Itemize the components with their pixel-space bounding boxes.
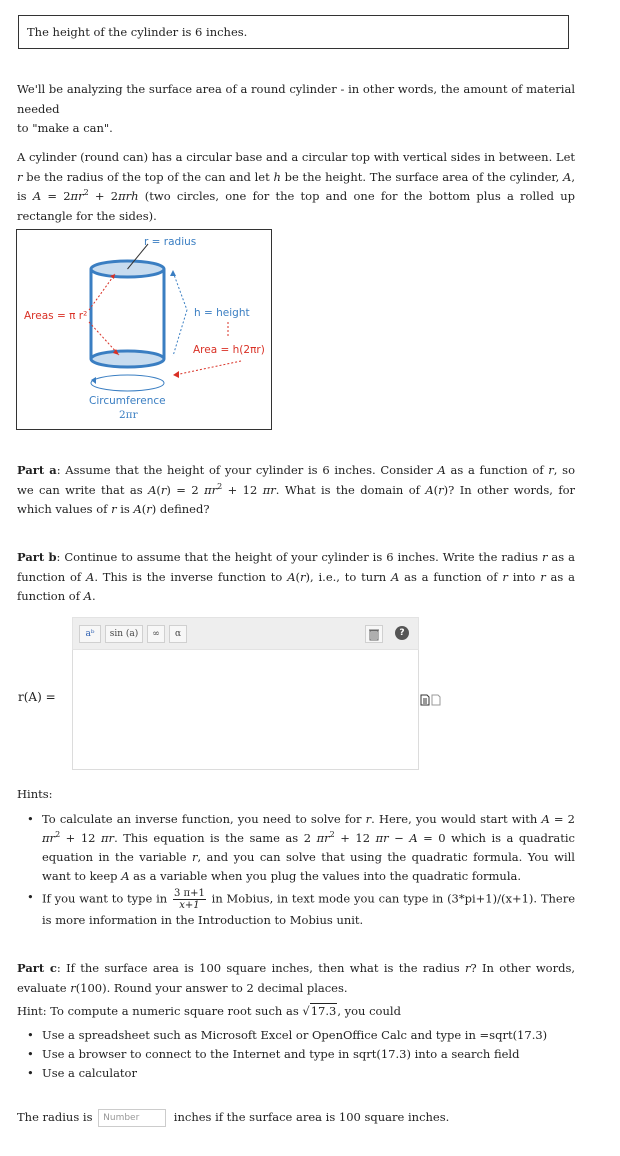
circumference-label: Circumference bbox=[89, 395, 166, 407]
trash-icon[interactable] bbox=[365, 625, 383, 643]
hints-title: Hints: bbox=[17, 787, 53, 801]
intro-paragraph bbox=[17, 80, 575, 139]
preview-icons bbox=[420, 694, 442, 709]
radius-answer-input[interactable]: Number bbox=[98, 1109, 166, 1127]
sqrt-hint: Hint: To compute a numeric square root such as √17.3, you could bbox=[17, 1004, 401, 1018]
method-item: • Use a calculator bbox=[27, 1066, 137, 1080]
function-button[interactable]: sin (a) bbox=[105, 625, 143, 643]
method-item: • Use a browser to connect to the Internet and type in sqrt(17.3) into a search field bbox=[27, 1047, 520, 1061]
method-item: • Use a spreadsheet such as Microsoft Excel or OpenOffice Calc and type in =sqrt(17.3) bbox=[27, 1028, 548, 1042]
part-c-label: Part c bbox=[17, 961, 57, 975]
surface-area-formula: A bbox=[32, 189, 42, 203]
intro-line-1: We'll be analyzing the surface area of a round cylinder - in other words, the amount of material needed bbox=[17, 82, 575, 116]
help-icon[interactable]: ? bbox=[395, 626, 409, 640]
greek-button[interactable]: α bbox=[169, 625, 187, 643]
sqrt-methods-list bbox=[27, 1026, 575, 1083]
radius-label: r = radius bbox=[144, 236, 197, 248]
hints-list bbox=[27, 810, 575, 930]
height-line-bottom bbox=[173, 310, 187, 356]
height-info-box bbox=[18, 15, 569, 49]
part-c-question: Part c: If the surface area is 100 square inches, then what is the radius r? In other words, evaluate r(100). Round your answer to 2 decimal places. bbox=[17, 961, 576, 995]
height-label: h = height bbox=[194, 307, 250, 319]
hint-item-mobius: • If you want to type in $\frac{3 \pi+1}{x+1}$ in Mobius, in text mode you can type in (3*pi+1)/(x+1). There is more information in the Introduction to Mobius unit. bbox=[27, 888, 576, 927]
part-b-label: Part b bbox=[17, 550, 57, 564]
rect-area-label: Area = h(2πr) bbox=[193, 344, 265, 356]
editor-toolbar bbox=[72, 617, 419, 650]
hint-item-inverse: • To calculate an inverse function, you need to solve for r. Here, you would start with A = 2 $\pi r^2 + 12$ πr. This equation is the same as 2 $\pi r^2 + 12$ πr − A = 0 which is a quadratic equation in the variable r, and you can solve that using the quadratic formula. You will want to keep A as a variable when you plug the values into the quadratic formula. bbox=[27, 812, 575, 883]
cylinder-bottom-disc bbox=[91, 351, 164, 367]
rect-area-arrow bbox=[175, 361, 241, 375]
fraction-example: $\frac{3 \pi+1}{x+1}$ bbox=[174, 888, 205, 911]
areas-label: Areas = π r² bbox=[24, 310, 88, 322]
height-arrow-head bbox=[170, 270, 176, 276]
math-input-area[interactable] bbox=[72, 650, 419, 770]
math-editor[interactable] bbox=[72, 617, 419, 770]
height-info-text: The height of the cylinder is 6 inches. bbox=[27, 25, 248, 39]
intro-line-2: to "make a can". bbox=[17, 121, 113, 135]
circumference-arrow-head bbox=[91, 377, 96, 384]
r-of-a-label: r(A) = bbox=[18, 690, 56, 704]
part-a-question: Part a: Assume that the height of your cylinder is 6 inches. Consider A as a function of r, so we can write that as A(r) = 2 $\pi r^2 + 12$ πr. What is the domain of A(r)? In other words, for which values of r is A(r) defined? bbox=[17, 463, 575, 516]
height-line-top bbox=[173, 272, 187, 310]
cylinder-side bbox=[91, 269, 164, 359]
part-a-label: Part a bbox=[17, 463, 57, 477]
cylinder-description: A cylinder (round can) has a circular base and a circular top with vertical sides in between. Let r be the radius of the top of the can and let h be the height. The surface area of the cylinder, A, is $A = 2\pi r^2 + 2\pi rh$ (two circles, one for the top and one for the bottom plus a rolled up rectangle for the sides). bbox=[17, 150, 576, 223]
power-button[interactable]: aᵇ bbox=[79, 625, 101, 643]
circumference-value: 2πr bbox=[119, 409, 138, 421]
preview-doc-icon[interactable] bbox=[421, 695, 429, 705]
cylinder-diagram bbox=[16, 229, 272, 430]
part-b-question: Part b: Continue to assume that the height of your cylinder is 6 inches. Write the radius r as a function of A. This is the inverse function to A(r), i.e., to turn A as a function of r into r as a function of A. bbox=[17, 550, 575, 603]
infinity-button[interactable]: ∞ bbox=[147, 625, 165, 643]
circumference-ellipse bbox=[91, 375, 164, 391]
rect-area-arrow-head bbox=[173, 371, 179, 378]
text-doc-icon[interactable] bbox=[432, 695, 440, 705]
answer-line: The radius is Number inches if the surface area is 100 square inches. bbox=[17, 1108, 575, 1128]
